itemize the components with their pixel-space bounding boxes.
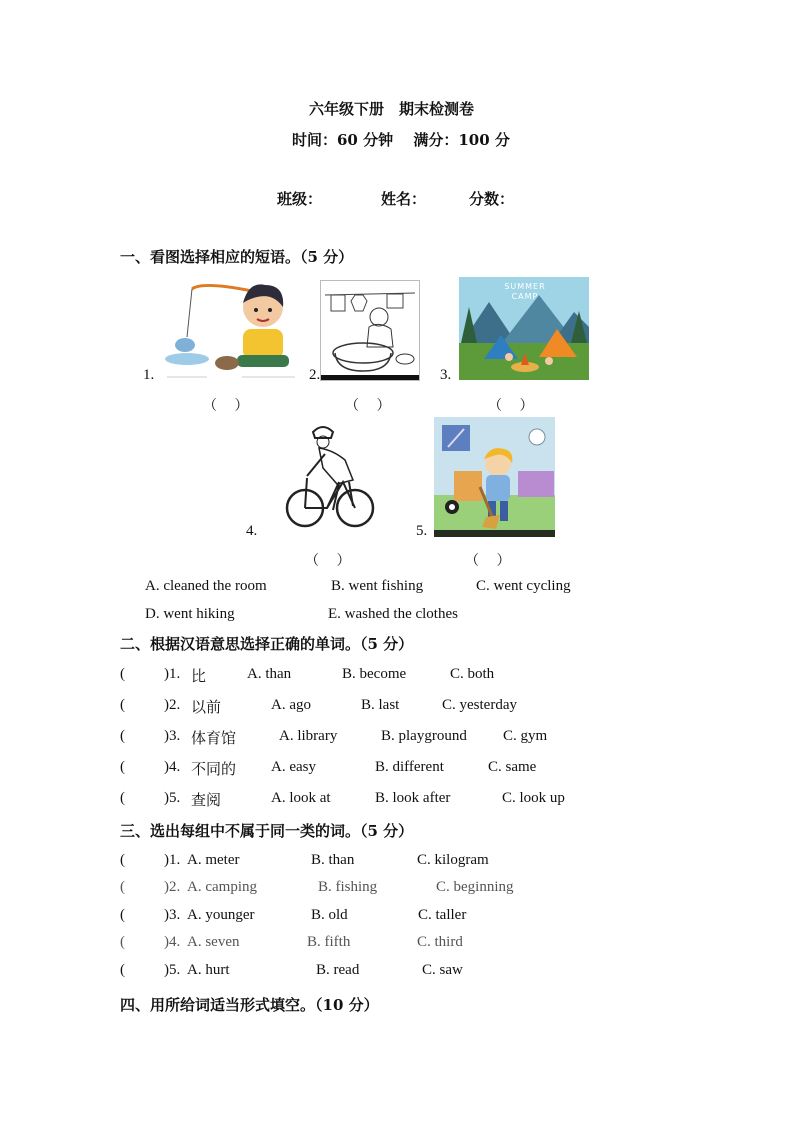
answer-paren[interactable]: (: [120, 879, 125, 895]
q1-answer-blank[interactable]: （ ）: [203, 399, 249, 414]
choice-a: A. seven: [187, 934, 240, 950]
choice-c: C. look up: [502, 790, 565, 806]
answer-paren[interactable]: (: [120, 759, 125, 775]
option-a: A. cleaned the room: [145, 578, 267, 594]
choice-b: B. than: [311, 852, 355, 868]
choice-c: C. same: [488, 759, 537, 775]
option-b: B. went fishing: [331, 578, 424, 594]
part4-heading: 四、用所给词适当形式填空。（10 分）: [120, 996, 379, 1014]
question-number: )1.: [164, 666, 181, 682]
question-number: )5.: [164, 790, 181, 806]
name-label: 姓名：: [381, 190, 427, 208]
q5-answer-blank[interactable]: （ ）: [465, 554, 511, 569]
q3-answer-blank[interactable]: （ ）: [488, 399, 534, 414]
choice-a: A. younger: [187, 907, 255, 923]
option-c: C. went cycling: [476, 578, 571, 594]
choice-a: A. look at: [271, 790, 331, 806]
choice-a: A. than: [247, 666, 292, 682]
choice-b: B. last: [361, 697, 400, 713]
choice-c: C. yesterday: [442, 697, 517, 713]
chinese-prompt: 不同的: [191, 762, 237, 778]
question-number: )4.: [164, 934, 181, 950]
picture-cycling: [283, 424, 378, 534]
q4-number: 4.: [246, 523, 258, 539]
part2-heading: 二、根据汉语意思选择正确的单词。（5 分）: [120, 635, 414, 653]
question-number: )3.: [164, 728, 181, 744]
exam-title: 六年级下册 期末检测卷: [309, 100, 475, 118]
score-label: 分数：: [469, 190, 515, 208]
answer-paren[interactable]: (: [120, 790, 125, 806]
choice-c: C. taller: [418, 907, 467, 923]
chinese-prompt: 查阅: [191, 793, 222, 809]
choice-b: B. fifth: [307, 934, 351, 950]
part3-heading: 三、选出每组中不属于同一类的词。（5 分）: [120, 822, 414, 840]
question-number: )3.: [164, 907, 181, 923]
choice-c: C. kilogram: [417, 852, 489, 868]
choice-c: C. saw: [422, 962, 463, 978]
chinese-prompt: 体育馆: [191, 731, 237, 747]
choice-b: B. old: [311, 907, 348, 923]
option-e: E. washed the clothes: [328, 606, 458, 622]
picture-cleaning: [434, 417, 555, 537]
part1-heading: 一、看图选择相应的短语。（5 分）: [120, 248, 354, 266]
answer-paren[interactable]: (: [120, 666, 125, 682]
choice-c: C. gym: [503, 728, 548, 744]
choice-a: A. library: [279, 728, 338, 744]
q3-number: 3.: [440, 367, 452, 383]
choice-a: A. camping: [187, 879, 257, 895]
choice-b: B. playground: [381, 728, 467, 744]
q1-number: 1.: [143, 367, 155, 383]
q2-number: 2.: [309, 367, 321, 383]
class-label: 班级：: [277, 190, 323, 208]
choice-b: B. fishing: [318, 879, 378, 895]
chinese-prompt: 比: [191, 669, 207, 685]
q4-answer-blank[interactable]: （ ）: [305, 554, 351, 569]
option-d: D. went hiking: [145, 606, 235, 622]
choice-b: B. read: [316, 962, 360, 978]
choice-b: B. become: [342, 666, 407, 682]
picture-fishing: [157, 277, 297, 382]
choice-a: A. hurt: [187, 962, 230, 978]
picture-camping: [459, 277, 589, 380]
choice-a: A. ago: [271, 697, 311, 713]
choice-c: C. third: [417, 934, 463, 950]
choice-b: B. look after: [375, 790, 451, 806]
answer-paren[interactable]: (: [120, 728, 125, 744]
choice-b: B. different: [375, 759, 444, 775]
answer-paren[interactable]: (: [120, 852, 125, 868]
answer-paren[interactable]: (: [120, 962, 125, 978]
answer-paren[interactable]: (: [120, 907, 125, 923]
choice-c: C. both: [450, 666, 495, 682]
q2-answer-blank[interactable]: （ ）: [345, 399, 391, 414]
choice-a: A. meter: [187, 852, 240, 868]
choice-a: A. easy: [271, 759, 316, 775]
q5-number: 5.: [416, 523, 428, 539]
question-number: )1.: [164, 852, 181, 868]
choice-c: C. beginning: [436, 879, 514, 895]
question-number: )2.: [164, 697, 181, 713]
question-number: )2.: [164, 879, 181, 895]
picture-washing: [320, 280, 420, 381]
summer-camp-text: SUMMER CAMP: [504, 282, 546, 301]
question-number: )4.: [164, 759, 181, 775]
question-number: )5.: [164, 962, 181, 978]
answer-paren[interactable]: (: [120, 697, 125, 713]
chinese-prompt: 以前: [191, 700, 222, 716]
exam-subtitle: 时间：60 分钟 满分：100 分: [292, 131, 510, 149]
answer-paren[interactable]: (: [120, 934, 125, 950]
